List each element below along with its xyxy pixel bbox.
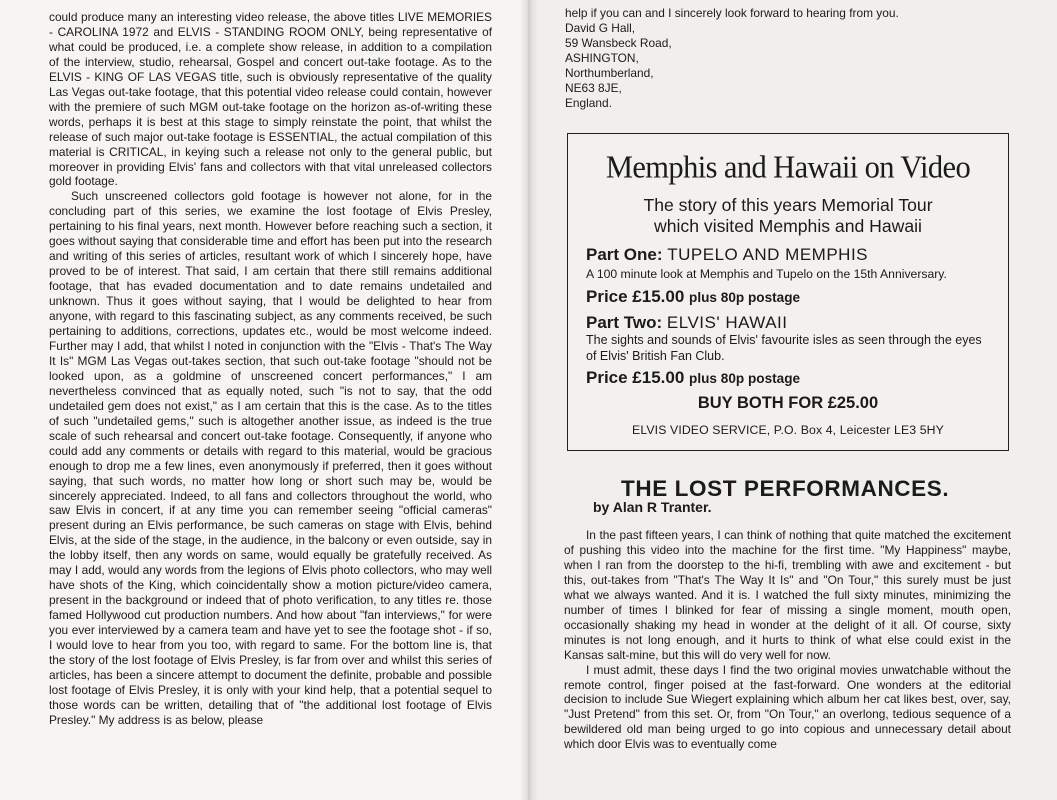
video-advertisement	[567, 133, 1009, 451]
ad-part-one	[586, 245, 868, 265]
part-two-postage: plus 80p postage	[689, 371, 801, 386]
article-byline: by Alan R Tranter.	[593, 499, 712, 515]
part-two-price	[586, 368, 800, 388]
part-two-name: ELVIS' HAWAII	[666, 313, 788, 332]
book-gutter	[520, 0, 538, 800]
part-one-postage: plus 80p postage	[689, 290, 801, 305]
address-block	[565, 6, 1025, 111]
part-two-description: The sights and sounds of Elvis' favourite isles as seen through the eyes of Elvis' British Fan Club.	[586, 333, 982, 363]
part-one-name: TUPELO AND MEMPHIS	[667, 245, 869, 264]
address-county: Northumberland,	[565, 65, 654, 80]
address-street: 59 Wansbeck Road,	[565, 35, 672, 50]
article-paragraph-1: In the past fifteen years, I can think of nothing that quite matched the excitement of pushing this video into the machine for the first time. "My Happiness" maybe, when I ran from the doorstep to the hi-fi, trembling with awe and excitement - but this, out-takes from "That's The Way It Is" and "On Tour," this surely must be just what we always wanted. And it is. I watched the full sixty minutes, minimizing the number of times I blinked for fear of missing a single moment, mouth open, occasionally shaking my head in wonder at the delight of it all. Of course, sixty minutes is not long enough, and it hurts to think of what else could exist in the Kansas salt-mine, but this will do very well for now.	[564, 528, 1011, 662]
buy-both-offer: BUY BOTH FOR £25.00	[697, 394, 879, 412]
left-page-text	[49, 10, 492, 728]
ad-subtitle	[568, 195, 1008, 237]
part-one-price-amount: Price £15.00	[586, 287, 685, 306]
address-name: David G Hall,	[565, 20, 636, 35]
left-paragraph-2: Such unscreened collectors gold footage is however not alone, for in the concluding part of this series, we examine the lost footage of Elvis Presley, pertaining to his final years, next month. However before reaching such a section, it goes without saying that considerable time and effort has been put into the research and writing of this series of articles, resultant work of which I sincerely hope, have proved to be of interest. That said, I am certain that there still remains additional footage, that has evaded documentation and to date remains undetailed and unknown. Thus it goes without saying, that I would be delighted to hear from anyone, with regard to this fascinating subject, as any comments received, be such pertaining to additions, corrections, updates etc., would be most welcome indeed. Further may I add, that whilst I noted in conjunction with the "Elvis - That's The Way It Is" MGM Las Vegas out-takes section, that such out-take footage "should not be looked upon, as a goldmine of unscreened concert performances," I am nevertheless convinced that as equally noted, such "is not to say, that the odd undetailed gem does not exist," as I am certain that this is the case. As to the titles of such "undetailed gems," such is altogether another issue, as indeed is the true scale of such rehearsal and concert out-take footage. Consequently, if anyone who could add any comments or details with regard to this material, would be gracious enough to drop me a few lines, even anonymously if preferred, then it goes without saying, that such words, no matter how long or short such may be, would be sincerely appreciated. Indeed, to all fans and collectors throughout the world, who saw Elvis in concert, if at any time you can remember seeing "official cameras" present during an Elvis performance, be such cameras on stage with Elvis, behind Elvis, at the side of the stage, in the audience, in the balcony or even outside, say in the lobby itself, then any words on same, would equally be gratefully received. As may I add, would any words from the legions of Elvis photo collectors, who may well have shots of the King, which coincidentally show a motion picture/video camera, present in the background or indeed that of photo verification, to any titles re. those famed Hollywood cut production numbers. And how about "fan interviews," for were you ever interviewed by a camera team and have yet to see the footage shot - if so, I would love to hear from you too, with regard to same. For the bottom line is, that the story of the lost footage of Elvis Presley, is far from over and whilst this series of articles, has been a sincere attempt to document the definite, probable and possible lost footage of Elvis Presley, it is only with your kind help, that a potential sequel to those words can be written, detailing that of "the additional lost footage of Elvis Presley." My address is as below, please	[49, 189, 492, 727]
part-one-label: Part One:	[586, 245, 663, 264]
address-country: England.	[565, 95, 612, 110]
article-title: THE LOST PERFORMANCES.	[621, 476, 950, 501]
part-two-label: Part Two:	[586, 313, 663, 332]
address-postcode: NE63 8JE,	[565, 80, 622, 95]
ad-contact-address: ELVIS VIDEO SERVICE, P.O. Box 4, Leicester LE3 5HY	[632, 423, 944, 437]
left-paragraph-1: could produce many an interesting video release, the above titles LIVE MEMORIES - CAROLINA 1972 and ELVIS - STANDING ROOM ONLY, being representative of what could be produced, i.e. a complete show release, in addition to a compilation of the interview, studio, rehearsal, Gospel and concert out-take footage. As to the ELVIS - KING OF LAS VEGAS title, such is obviously representative of the quality Las Vegas out-take footage, that this potential video release could contain, however with the premiere of such MGM out-take footage on the horizon as-of-writing these words, perhaps it is best at this stage to simply reinstate the point, that whilst the release of such major out-take footage is ESSENTIAL, the actual compilation of this material is CRITICAL, in keying such a release not only to the general public, but moreover in providing Elvis' fans and collectors with that vital unreleased collectors gold footage.	[49, 10, 492, 189]
part-one-description: A 100 minute look at Memphis and Tupelo on the 15th Anniversary.	[586, 267, 947, 281]
article-body	[564, 528, 1011, 752]
address-intro: help if you can and I sincerely look forward to hearing from you.	[565, 6, 899, 20]
article-paragraph-2: I must admit, these days I find the two original movies unwatchable without the remote control, finger poised at the fast-forward. One wonders at the editorial decision to include Sue Wiegert explaining which album her cat likes best, over, say, "Just Pretend" from this set. Or, from "On Tour," an overlong, tedious sequence of a bewildered old man being urged to go into copious and unnecessary detail about which door Elvis was to eventually come	[564, 662, 1011, 752]
part-one-price	[586, 287, 800, 307]
ad-title: Memphis and Hawaii on Video	[605, 149, 971, 185]
ad-subtitle-line-1: The story of this years Memorial Tour	[643, 195, 933, 215]
ad-subtitle-line-2: which visited Memphis and Hawaii	[654, 216, 922, 236]
address-town: ASHINGTON,	[565, 50, 639, 65]
ad-part-two	[586, 313, 788, 333]
part-two-price-amount: Price £15.00	[586, 368, 685, 387]
